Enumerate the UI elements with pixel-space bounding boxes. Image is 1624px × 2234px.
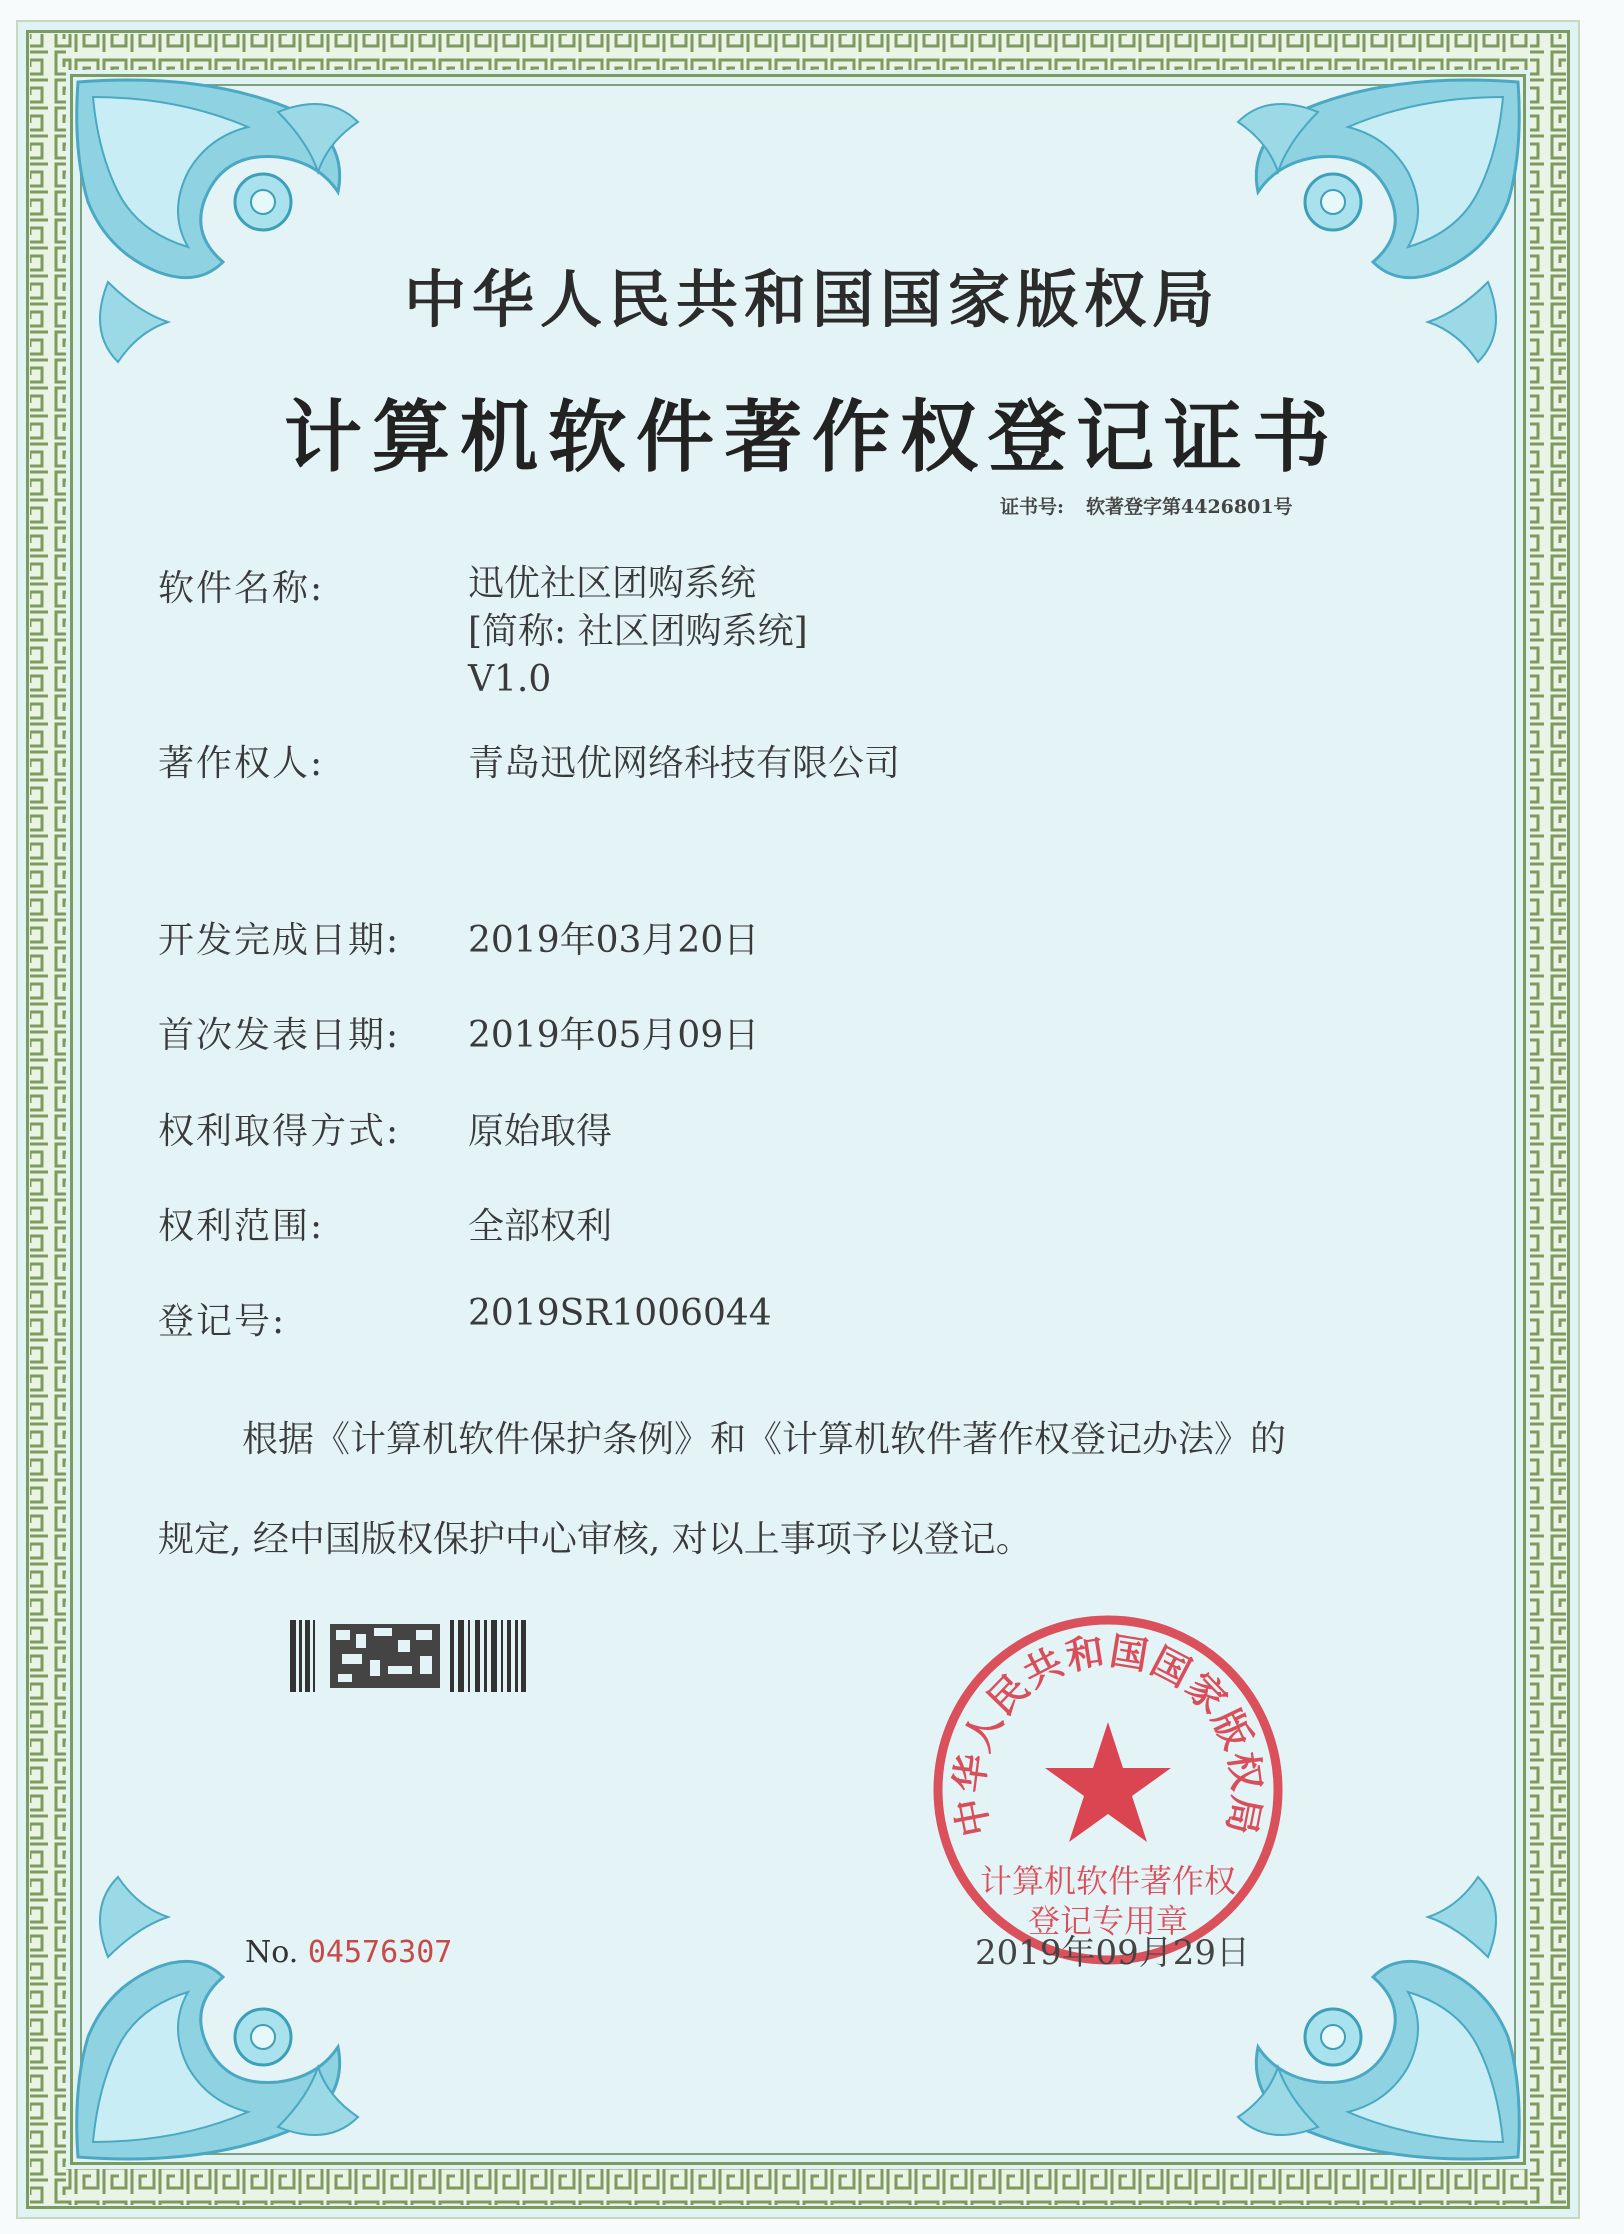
acquisition-label: 权利取得方式:: [158, 1111, 401, 1152]
certificate-number-value: 软著登字第4426801号: [1086, 496, 1293, 518]
scope-label: 权利范围:: [158, 1206, 325, 1247]
scope-field: [158, 1198, 612, 1249]
issue-date: 2019年09月29日: [975, 1933, 1251, 1973]
completion-date-label: 开发完成日期:: [158, 920, 401, 961]
certificate-number-label: 证书号:: [1000, 496, 1065, 518]
svg-text:中华人民共和国国家版权局: 中华人民共和国国家版权局: [945, 1627, 1271, 1841]
owner-field: [158, 735, 900, 786]
serial-prefix: No.: [245, 1935, 299, 1970]
corner-ornament-icon: [48, 1857, 378, 2187]
acquisition-value: 原始取得: [468, 1111, 613, 1152]
statement: [158, 1390, 1448, 1590]
serial-number: [245, 1935, 452, 1970]
registration-number: 2019SR1006044: [468, 1293, 772, 1334]
publish-date-field: [158, 1007, 759, 1058]
barcode-icon: [290, 1620, 526, 1692]
registration-label: 登记号:: [158, 1301, 287, 1342]
software-name-field: [158, 560, 808, 704]
publish-date-label: 首次发表日期:: [158, 1015, 401, 1056]
agency-title: 中华人民共和国国家版权局: [403, 263, 1220, 336]
statement-line-1: 根据《计算机软件保护条例》和《计算机软件著作权登记办法》的: [242, 1419, 1287, 1460]
software-name-label: 软件名称:: [158, 568, 325, 609]
software-short-name: [简称: 社区团购系统]: [468, 611, 808, 652]
certificate-number: [1000, 492, 1315, 519]
official-seal-icon: [928, 1610, 1288, 1970]
acquisition-field: [158, 1103, 612, 1154]
completion-date-value: 2019年03月20日: [468, 920, 760, 961]
software-name-value: [468, 560, 808, 704]
publish-date-value: 2019年05月09日: [468, 1015, 760, 1056]
owner-label: 著作权人:: [158, 743, 325, 784]
completion-date-field: [158, 912, 759, 963]
software-name: 迅优社区团购系统: [468, 563, 757, 604]
certificate-title: 计算机软件著作权登记证书: [283, 392, 1340, 483]
svg-text:登记专用章: 登记专用章: [1027, 1902, 1189, 1940]
svg-text:计算机软件著作权: 计算机软件著作权: [979, 1862, 1237, 1900]
serial-value: 04576307: [307, 1935, 453, 1970]
owner-value: 青岛迅优网络科技有限公司: [468, 743, 901, 784]
software-version: V1.0: [468, 659, 552, 700]
scope-value: 全部权利: [468, 1206, 613, 1247]
registration-field: [158, 1293, 772, 1344]
statement-line-2: 规定, 经中国版权保护中心审核, 对以上事项予以登记。: [158, 1519, 1032, 1560]
